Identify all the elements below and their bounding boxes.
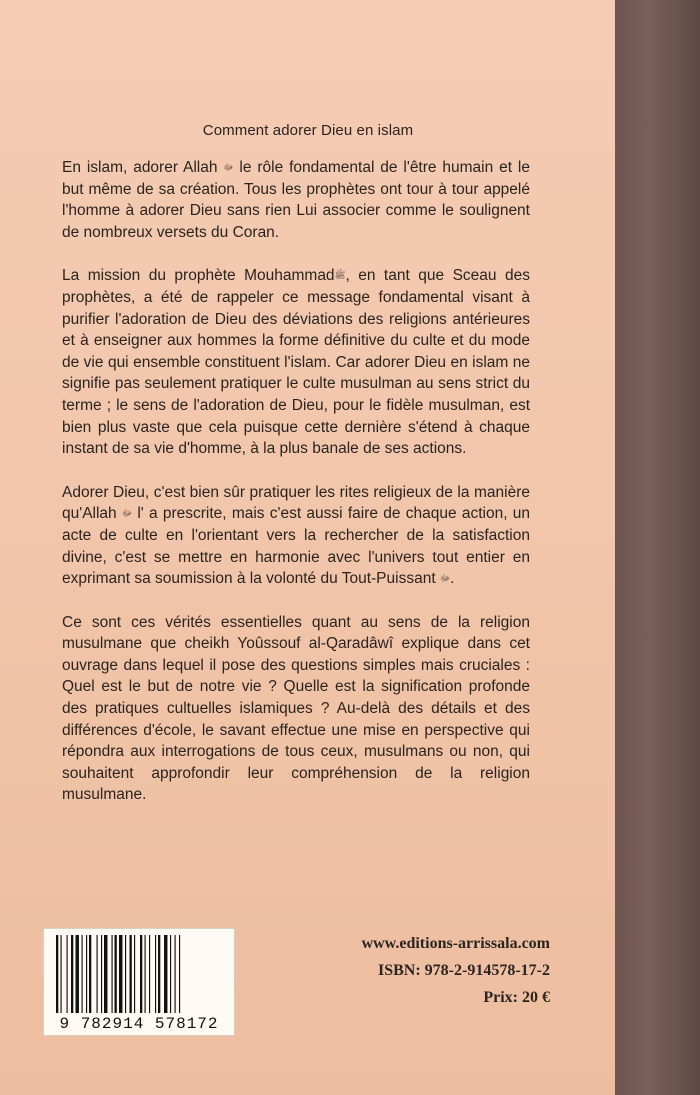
honorific-glyph: ﷻ [439,573,451,584]
barcode-number: 9 782914 578172 [59,1015,219,1033]
honorific-glyph: ﷺ [334,270,346,281]
paragraph-4: Ce sont ces vérités essentielles quant au sens de la religion musulmane que cheikh Yoûssouf al-Qaradâwî explique dans cet ouvrage dans lequel il pose des questions simples mais cruciales : Quel est le but de notre vie ? Quelle est la signification profonde des pratiques cultuelles islamiques ? Au-delà des détails et des différences d'école, le savant effectue une mise en perspective qui répondra aux interrogations de tous ceux, musulmans ou non, qui souhaitent approfondir leur compréhension de la religion musulmane. [62,613,530,804]
honorific-glyph: ﷻ [223,162,234,172]
back-cover-title: Comment adorer Dieu en islam [202,122,414,139]
blurb [62,157,530,828]
price: Prix: 20 € [483,989,550,1006]
honorific-glyph: ﷻ [121,508,133,519]
barcode-bars [54,935,224,1013]
paragraph-1: En islam, adorer Allah ﷻ le rôle fondamental de l'être humain et le but même de sa création. Tous les prophètes ont tour à tour appelé l'homme à adorer Dieu sans rien Lui associer comme le soulignent de nombreux versets du Coran. [62,159,530,241]
paragraph-3: Adorer Dieu, c'est bien sûr pratiquer les rites religieux de la manière qu'Allah ﷻ l' a prescrite, mais c'est aussi faire de chaque action, un acte de culte en l'orientant vers la rechercher de la satisfaction divine, c'est se mettre en harmonie avec l'univers tout entier en exprimant sa soumission à la volonté du Tout-Puissant ﷻ. [62,483,530,588]
publisher-website: www.editions-arrissala.com [361,935,550,952]
paragraph-2: La mission du prophète Mouhammadﷺ, en tant que Sceau des prophètes, a été de rappeler ce message fondamental visant à purifier l'adoration de Dieu des déviations des religions antérieures et à enseigner aux hommes la forme définitive du culte et du mode de vie qui ensemble constituent l'islam. Car adorer Dieu en islam ne signifie pas seulement pratiquer le culte musulman au sens strict du terme ; le sens de l'adoration de Dieu, pour le fidèle musulman, est bien plus vaste que cela puisque cette dernière s'étend à chaque instant de sa vie d'homme, à la plus banale de ses actions. [62,267,530,458]
barcode [43,928,235,1036]
book-spine [615,0,700,1095]
publisher-info [362,930,550,1011]
isbn: ISBN: 978-2-914578-17-2 [378,962,550,979]
